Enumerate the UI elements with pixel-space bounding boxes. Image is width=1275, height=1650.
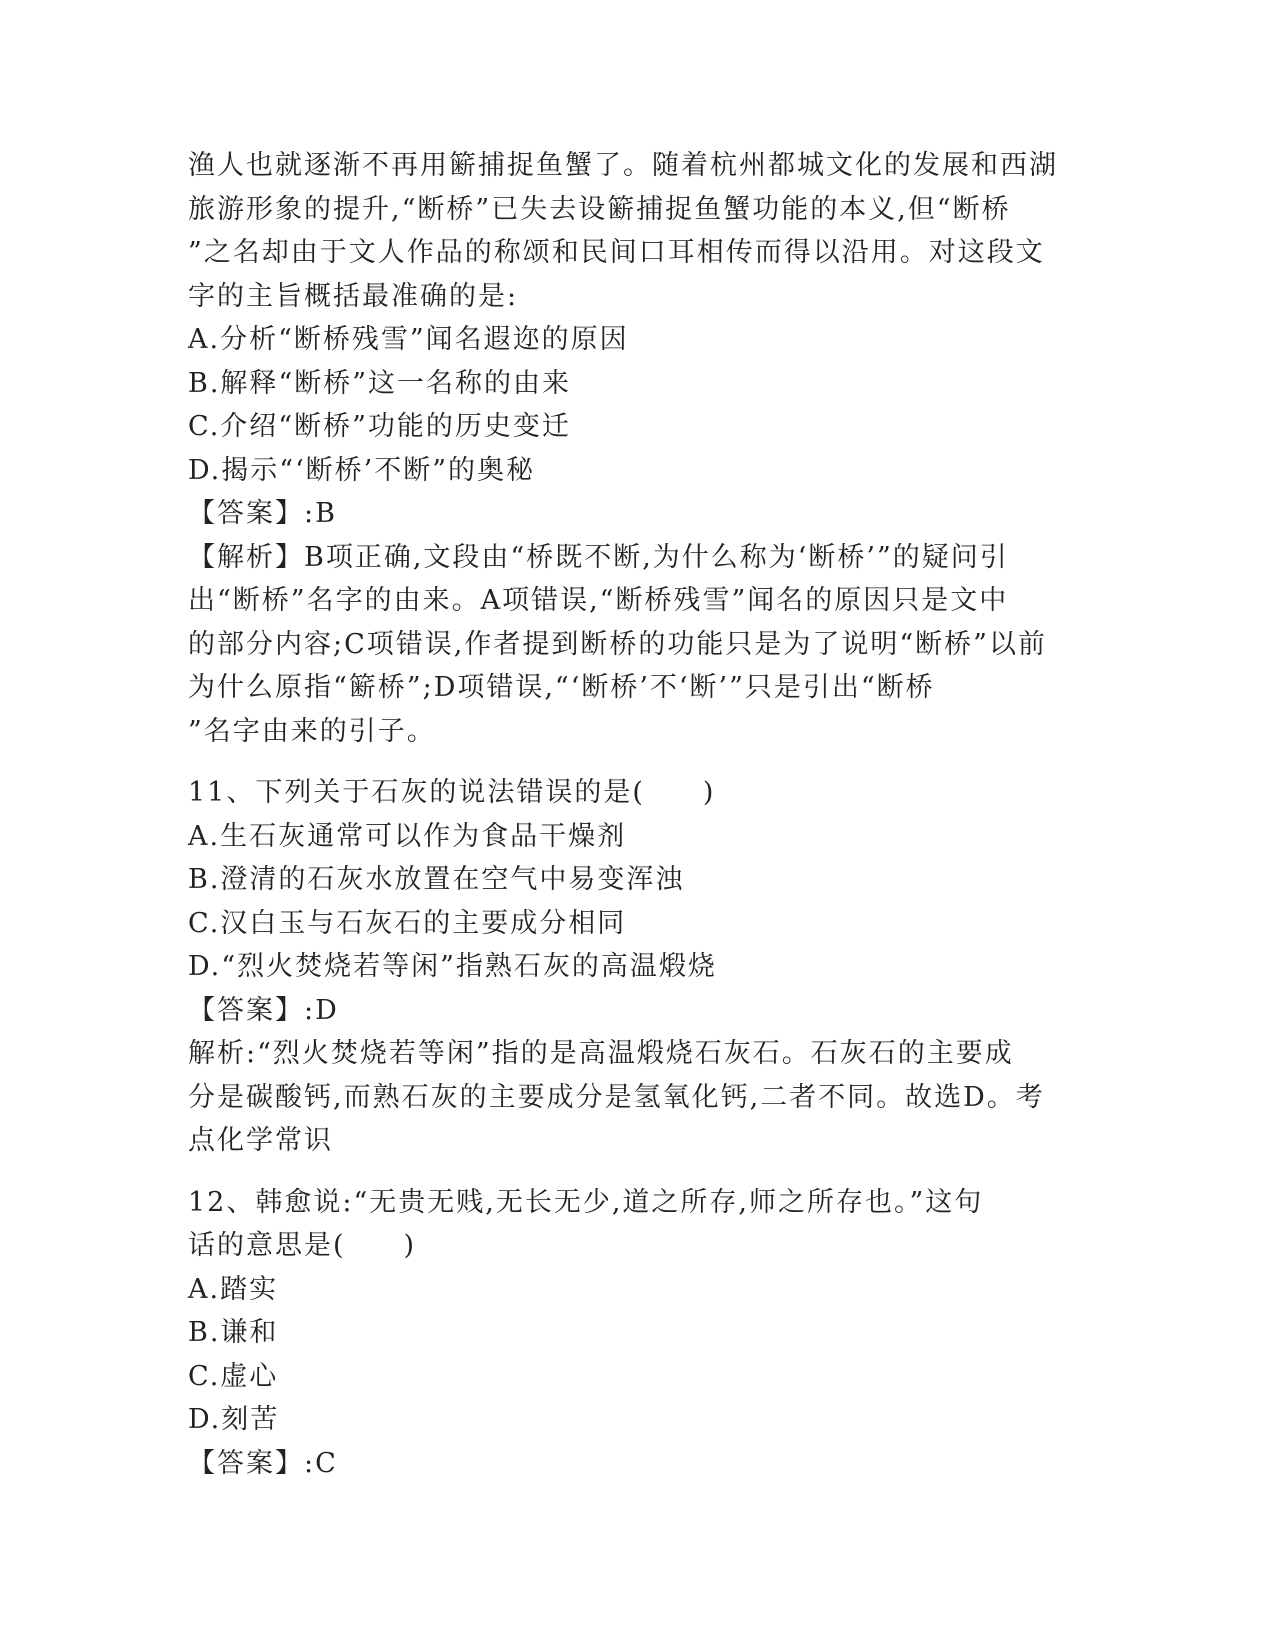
question-12 — [188, 1181, 1088, 1486]
analysis-line: ”名字由来的引子。 — [188, 715, 436, 747]
section-gap — [188, 753, 1088, 771]
analysis-line: 为什么原指“簖桥”;D项错误,“‘断桥’不‘断’”只是引出“断桥 — [188, 672, 935, 703]
option-c: C.介绍“断桥”功能的历史变迁 — [188, 411, 571, 442]
option-a: A.生石灰通常可以作为食品干燥剂 — [188, 820, 627, 852]
option-b: B.解释“断桥”这一名称的由来 — [188, 367, 572, 399]
question-stem: 11、下列关于石灰的说法错误的是( ) — [188, 777, 716, 808]
section-gap — [188, 1163, 1088, 1181]
passage-line: 旅游形象的提升,“断桥”已失去设簖捕捉鱼蟹功能的本义,但“断桥 — [188, 193, 1011, 225]
option-b: B.澄清的石灰水放置在空气中易变浑浊 — [188, 864, 685, 895]
answer-line: 【答案】:B — [188, 498, 337, 529]
analysis-line: 分是碳酸钙,而熟石灰的主要成分是氢氧化钙,二者不同。故选D。考 — [188, 1081, 1045, 1113]
option-d: D.揭示“‘断桥’不断”的奥秘 — [188, 454, 536, 486]
analysis-line: 解析:“烈火焚烧若等闲”指的是高温煅烧石灰石。石灰石的主要成 — [188, 1038, 1014, 1069]
option-a: A.分析“断桥残雪”闻名遐迩的原因 — [188, 324, 629, 355]
option-d: D.刻苦 — [188, 1404, 280, 1435]
question-stem: 话的意思是( ) — [188, 1230, 417, 1261]
option-a: A.踏实 — [188, 1273, 279, 1305]
passage-line: ”之名却由于文人作品的称颂和民间口耳相传而得以沿用。对这段文 — [188, 237, 1045, 268]
option-d: D.“烈火焚烧若等闲”指熟石灰的高温煅烧 — [188, 951, 717, 982]
answer-line: 【答案】:D — [188, 994, 339, 1026]
passage-continuation — [188, 144, 1088, 753]
passage-line: 字的主旨概括最准确的是: — [188, 280, 519, 312]
option-c: C.汉白玉与石灰石的主要成分相同 — [188, 907, 627, 939]
document-body — [188, 144, 1088, 1485]
analysis-line: 的部分内容;C项错误,作者提到断桥的功能只是为了说明“断桥”以前 — [188, 628, 1047, 660]
option-c: C.虚心 — [188, 1360, 279, 1392]
analysis-line: 【解析】B项正确,文段由“桥既不断,为什么称为‘断桥’”的疑问引 — [188, 541, 1009, 573]
answer-line: 【答案】:C — [188, 1447, 338, 1479]
analysis-line: 点化学常识 — [188, 1125, 333, 1156]
analysis-line: 出“断桥”名字的由来。A项错误,“断桥残雪”闻名的原因只是文中 — [188, 585, 1009, 616]
passage-line: 渔人也就逐渐不再用簖捕捉鱼蟹了。随着杭州都城文化的发展和西湖 — [188, 150, 1058, 181]
option-b: B.谦和 — [188, 1317, 279, 1348]
question-stem: 12、韩愈说:“无贵无贱,无长无少,道之所存,师之所存也。”这句 — [188, 1186, 984, 1218]
question-11 — [188, 771, 1088, 1163]
